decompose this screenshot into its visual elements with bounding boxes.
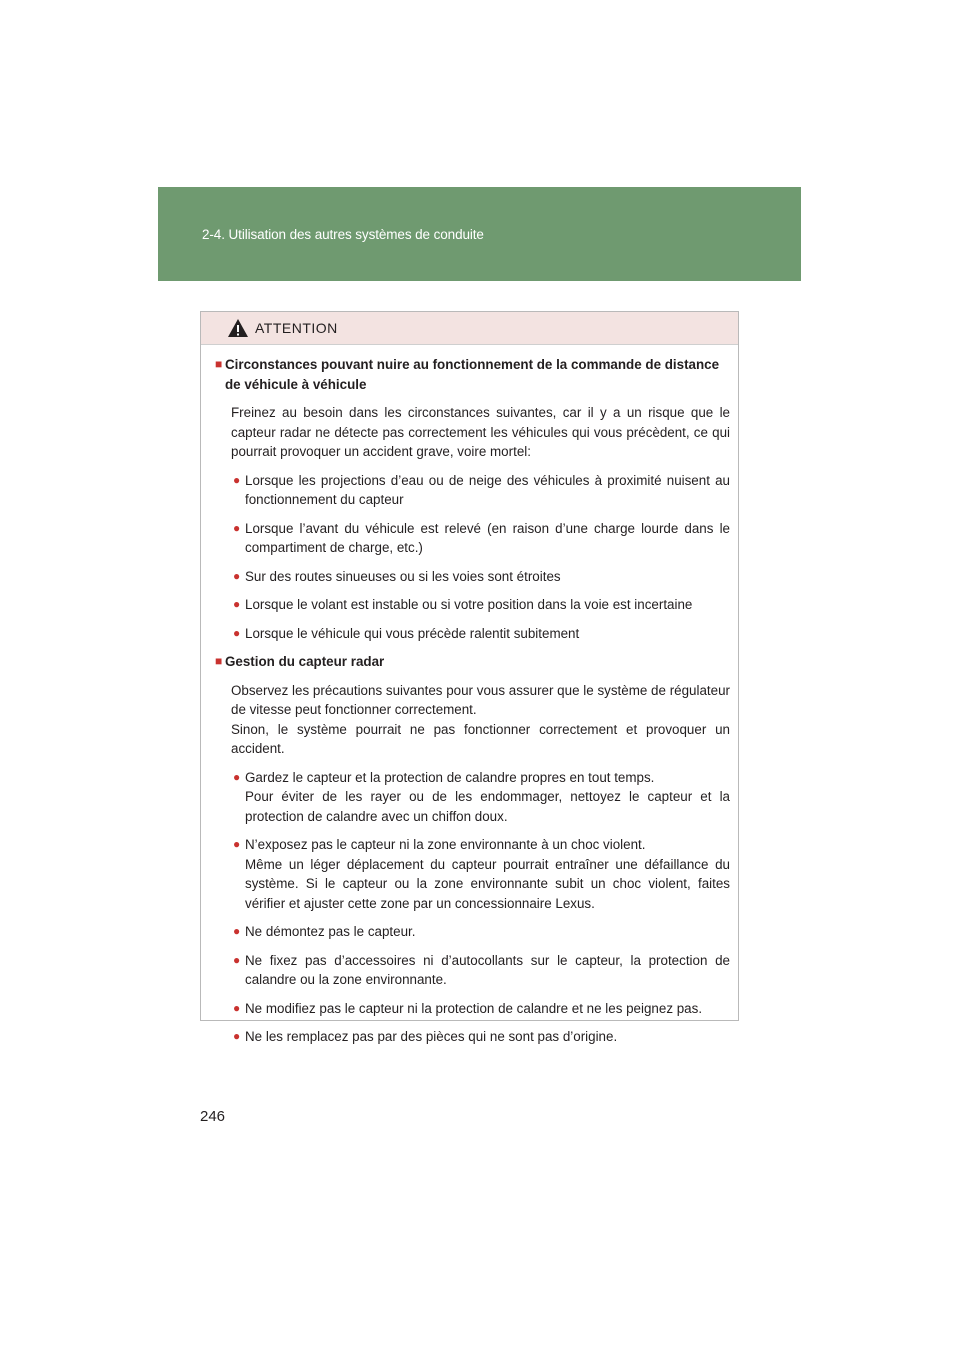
warning-header	[201, 312, 738, 345]
round-bullet-icon: ●	[233, 625, 241, 640]
list-item: ● Lorsque les projections d’eau ou de neige des véhicules à proximité nuisent au fonctionnement du capteur	[215, 471, 730, 510]
round-bullet-icon: ●	[233, 769, 241, 784]
list-item: ● Ne démontez pas le capteur.	[215, 922, 730, 942]
list-item: ● N’exposez pas le capteur ni la zone environnante à un choc violent. Même un léger déplacement du capteur pourrait entraîner une défaillance du système. Si le capteur ou la zone environnante subit un choc violent, faites vérifier et ajuster cette zone par un concessionnaire Lexus.	[215, 835, 730, 913]
list-item: ● Lorsque l’avant du véhicule est relevé (en raison d’une charge lourde dans le compartiment de charge, etc.)	[215, 519, 730, 558]
square-bullet-icon: ■	[215, 357, 223, 371]
square-bullet-icon: ■	[215, 654, 223, 668]
list-item: ● Gardez le capteur et la protection de calandre propres en tout temps. Pour éviter de les rayer ou de les endommager, nettoyez le capteur et la protection de calandre avec un chiffon doux.	[215, 768, 730, 827]
warning-triangle-icon	[227, 318, 249, 338]
paragraph: Sinon, le système pourrait ne pas fonctionner correctement et provoquer un accident.	[231, 721, 730, 756]
round-bullet-icon: ●	[233, 1000, 241, 1015]
round-bullet-icon: ●	[233, 472, 241, 487]
page-number: 246	[200, 1108, 226, 1125]
list-item: ● Sur des routes sinueuses ou si les voies sont étroites	[215, 567, 730, 587]
warning-body	[201, 345, 738, 1047]
list-item: ● Ne fixez pas d’accessoires ni d’autocollants sur le capteur, la protection de calandre ou la zone environnante.	[215, 951, 730, 990]
round-bullet-icon: ●	[233, 837, 241, 851]
round-bullet-icon: ●	[233, 597, 241, 611]
section-heading: ■ Gestion du capteur radar	[215, 652, 730, 672]
list-item: ● Ne modifiez pas le capteur ni la protection de calandre et ne les peignez pas.	[215, 999, 730, 1019]
round-bullet-icon: ●	[233, 1029, 241, 1043]
section-title: 2-4. Utilisation des autres systèmes de conduite	[202, 227, 484, 242]
round-bullet-icon: ●	[233, 952, 241, 967]
round-bullet-icon: ●	[233, 924, 241, 938]
round-bullet-icon: ●	[233, 568, 241, 583]
section-heading: ■ Circonstances pouvant nuire au fonctionnement de la commande de distance de véhicule à véhicule	[215, 355, 730, 394]
warning-box	[200, 311, 739, 1044]
list-item: ● Lorsque le volant est instable ou si votre position dans la voie est incertaine	[215, 595, 730, 615]
section-header-band	[158, 187, 801, 281]
round-bullet-icon: ●	[233, 520, 241, 535]
paragraph: Freinez au besoin dans les circonstances suivantes, car il y a un risque que le capteur radar ne détecte pas correctement les véhicules qui vous précèdent, ce qui pourrait provoquer un accident grave, voire mortel:	[231, 405, 730, 459]
warning-label: ATTENTION	[255, 320, 338, 336]
list-item: ● Ne les remplacez pas par des pièces qui ne sont pas d’origine.	[215, 1027, 730, 1047]
list-item: ● Lorsque le véhicule qui vous précède ralentit subitement	[215, 624, 730, 644]
paragraph: Observez les précautions suivantes pour vous assurer que le système de régulateur de vitesse peut fonctionner correctement.	[231, 682, 730, 717]
